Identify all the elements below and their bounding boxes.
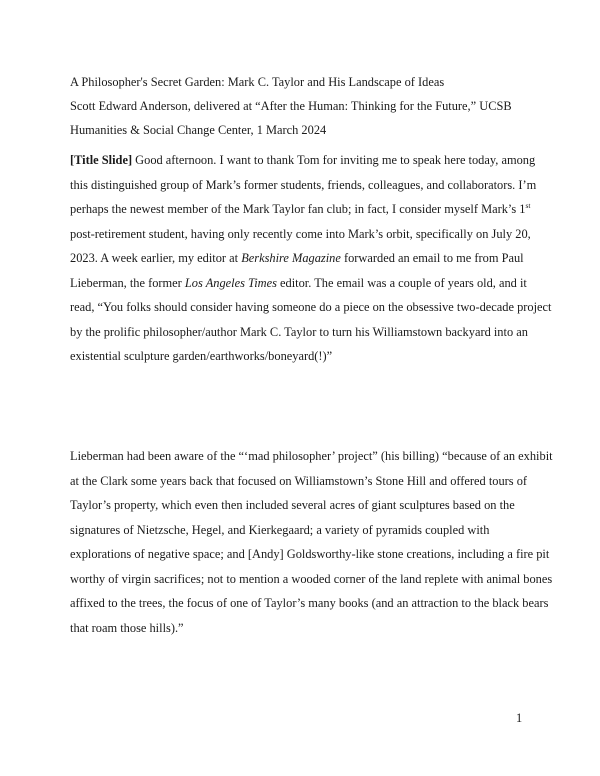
paragraph-1 [70,148,552,369]
paragraph-line: read, “You folks should consider having someone do a piece on the obsessive two-decade project [70,300,552,314]
paragraph-line: Taylor’s property, which even then included several acres of giant sculptures based on the [70,498,515,512]
magazine-title: Berkshire Magazine [241,251,341,265]
paragraph-line: post-retirement student, having only recently come into Mark’s orbit, specifically on July 20, [70,226,531,241]
paragraph-text: 2023. A week earlier, my editor at [70,251,242,265]
paragraph-line: that roam those hills).” [70,620,184,635]
paragraph-text: editor. The email was a couple of years old, and it [276,275,527,290]
paragraph-line [70,197,534,222]
paragraph-line: this distinguished group of Mark’s former students, friends, colleagues, and collaborators. I’m [70,177,537,192]
title-slide-label: [Title Slide] [70,153,133,167]
paragraph-line: by the prolific philosopher/author Mark C. Taylor to turn his Williamstown backyard into an [70,324,528,339]
paragraph-line: Lieberman had been aware of the “‘mad philosopher’ project” (his billing) “because of an exhibit [70,449,553,463]
byline-line-2: Humanities & Social Change Center, 1 March 2024 [70,123,327,137]
paragraph-line: affixed to the trees, the focus of one of Taylor’s many books (and an attraction to the black bears [70,596,549,610]
paragraph-text: Good afternoon. I want to thank Tom for inviting me to speak here today, among [132,153,536,167]
paragraph-line: worthy of virgin sacrifices; not to mention a wooded corner of the land replete with animal bones [70,571,553,586]
ordinal-superscript: st [525,201,531,210]
paragraph-line [70,148,534,173]
page-number: 1 [516,711,523,725]
paragraph-line: explorations of negative space; and [Andy] Goldsworthy-like stone creations, including a fire pit [70,547,550,561]
document-header [70,70,540,142]
paragraph-line: signatures of Nietzsche, Hegel, and Kierkegaard; a variety of pyramids coupled with [70,522,490,537]
paragraph-line [70,271,534,296]
paragraph-line: at the Clark some years back that focused on Williamstown’s Stone Hill and offered tours of [70,473,528,488]
byline-line-1: Scott Edward Anderson, delivered at “After the Human: Thinking for the Future,” UCSB [70,99,512,113]
paragraph-line [70,246,534,271]
paragraph-text: Lieberman, the former [70,275,185,290]
paragraph-text: forwarded an email to me from Paul [340,251,524,265]
document-title: A Philosopher's Secret Garden: Mark C. Taylor and His Landscape of Ideas [70,75,445,89]
paragraph-text: perhaps the newest member of the Mark Taylor fan club; in fact, I consider myself Mark’s 1 [70,202,526,216]
newspaper-title: Los Angeles Times [184,275,277,290]
paragraph-2 [70,444,553,640]
paragraph-line: existential sculpture garden/earthworks/boneyard(!)” [70,349,333,363]
